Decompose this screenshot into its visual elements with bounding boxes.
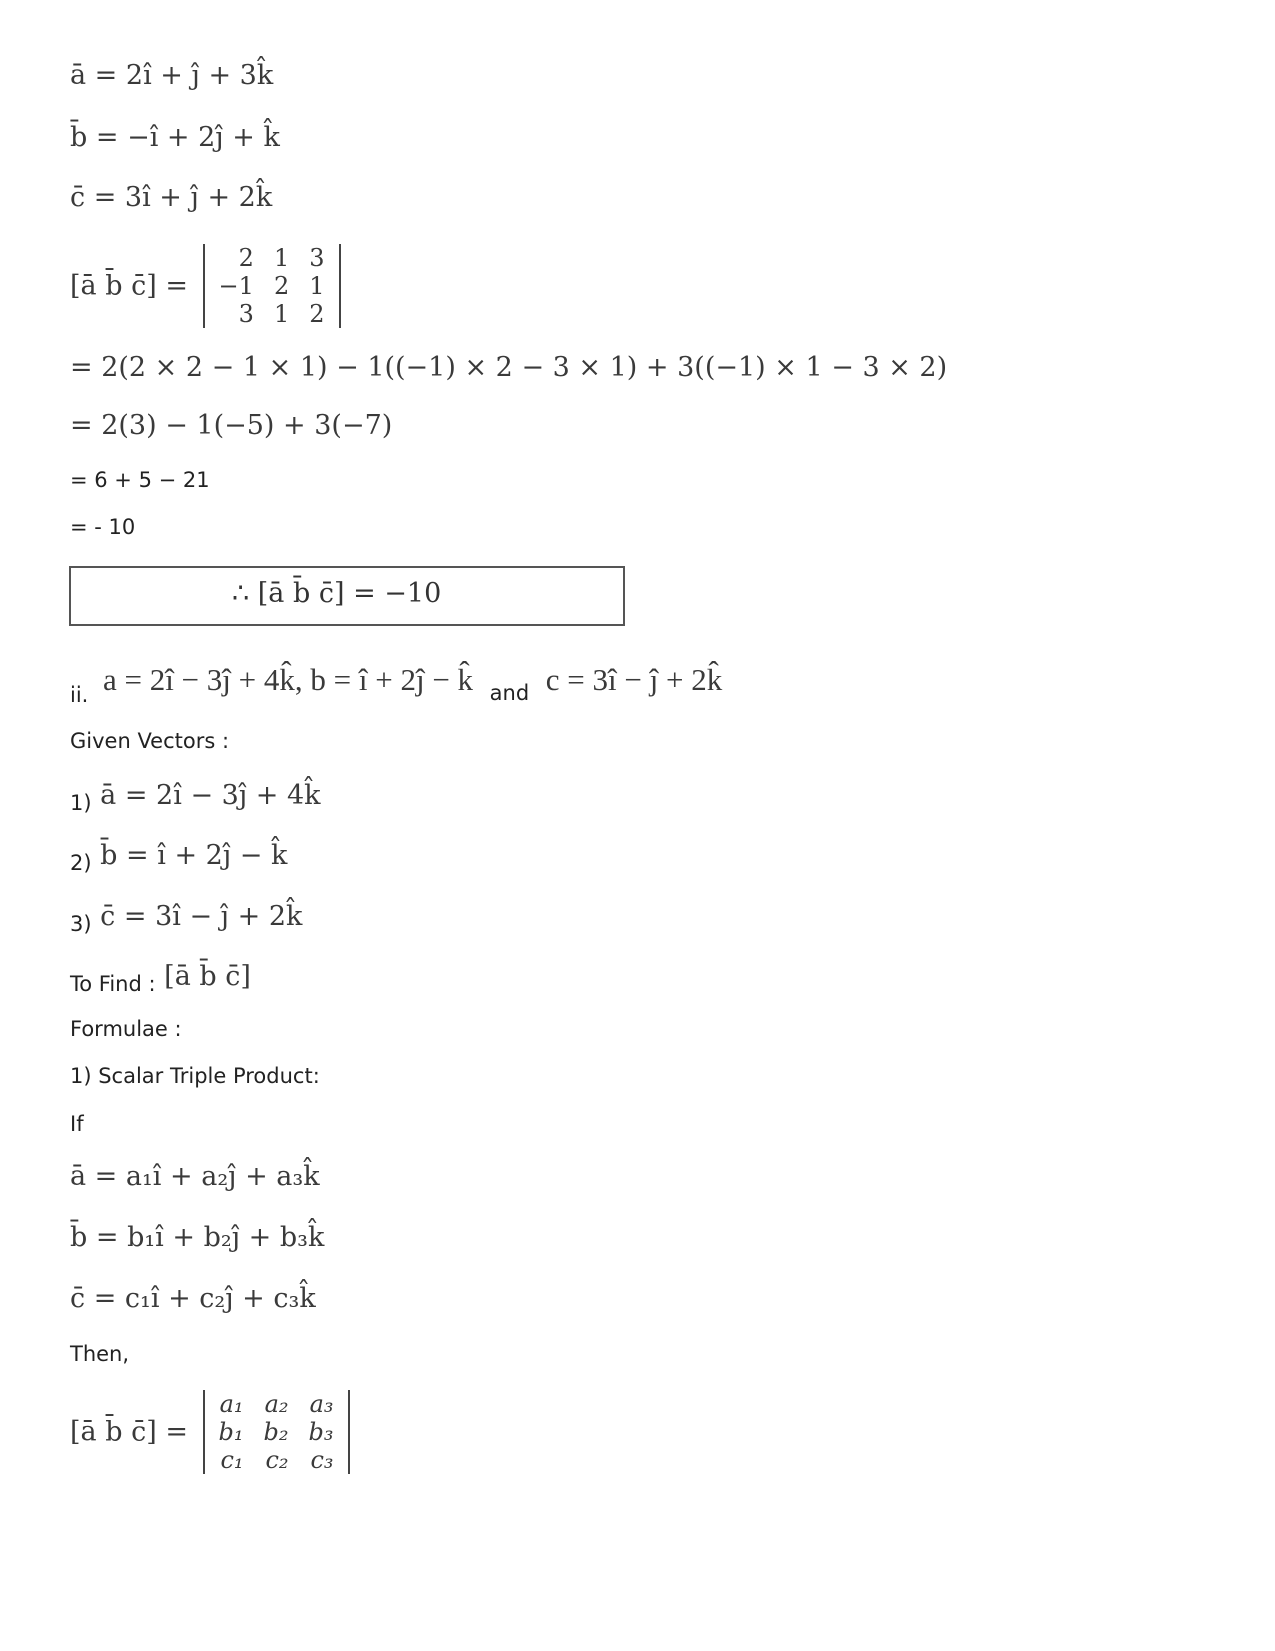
det-cell: c₃ xyxy=(310,1446,334,1474)
item-expression: b̄ = î + 2ĵ − k̂ xyxy=(100,840,288,871)
det-cell: a₁ xyxy=(219,1390,244,1418)
expansion-line-2: = 2(3) − 1(−5) + 3(−7) xyxy=(70,410,393,441)
det-cell: b₃ xyxy=(308,1418,334,1446)
part-ii-statement xyxy=(70,664,722,706)
det-cell: 1 xyxy=(273,300,290,328)
formula-1-title: 1) Scalar Triple Product: xyxy=(70,1064,320,1088)
item-expression: c̄ = 3î − ĵ + 2k̂ xyxy=(100,901,303,932)
det-cell: b₁ xyxy=(218,1418,244,1446)
general-a: ā = a₁î + a₂ĵ + a₃k̂ xyxy=(70,1161,320,1192)
determinant-1 xyxy=(203,244,341,328)
det-cell: b₂ xyxy=(263,1418,289,1446)
result-text: ∴ [ā b̄ c̄] = −10 xyxy=(232,578,442,609)
part-label: ii. xyxy=(70,683,89,707)
expansion-line-4: = - 10 xyxy=(70,515,136,539)
det-cell: 1 xyxy=(273,244,290,272)
det-cell: a₃ xyxy=(309,1390,334,1418)
det-cell: 1 xyxy=(309,272,325,300)
triple-lhs: [ā b̄ c̄] = xyxy=(70,270,188,302)
det-cell: −1 xyxy=(218,272,254,300)
det-cell: 2 xyxy=(273,272,290,300)
to-find-line xyxy=(70,963,251,995)
then-text: Then, xyxy=(70,1342,130,1366)
det-cell: c₁ xyxy=(220,1446,244,1474)
det-cell: 3 xyxy=(309,244,325,272)
expansion-line-1: = 2(2 × 2 − 1 × 1) − 1((−1) × 2 − 3 × 1) + 3((−1) × 1 − 3 × 2) xyxy=(70,352,948,383)
eq-c: c̄ = 3î + ĵ + 2k̂ xyxy=(70,182,273,213)
given-item-1 xyxy=(70,782,321,814)
determinant-2 xyxy=(203,1390,350,1474)
part-ii-vector-c: c = 3î − ĵ + 2k̂ xyxy=(545,662,723,697)
to-find-expression: [ā b̄ c̄] xyxy=(164,961,251,992)
item-number: 1) xyxy=(70,791,92,815)
det-cell: 3 xyxy=(238,300,254,328)
general-b: b̄ = b₁î + b₂ĵ + b₃k̂ xyxy=(70,1222,325,1253)
if-text: If xyxy=(70,1112,84,1136)
eq-b: b̄ = −î + 2ĵ + k̂ xyxy=(70,122,280,153)
formulae-heading: Formulae : xyxy=(70,1017,182,1041)
item-number: 2) xyxy=(70,851,92,875)
general-determinant xyxy=(70,1390,350,1474)
det-cell: a₂ xyxy=(264,1390,289,1418)
given-vectors-heading: Given Vectors : xyxy=(70,729,230,753)
to-find-label: To Find : xyxy=(70,972,156,996)
item-expression: ā = 2î − 3ĵ + 4k̂ xyxy=(100,780,321,811)
expansion-line-3: = 6 + 5 − 21 xyxy=(70,468,210,492)
item-number: 3) xyxy=(70,912,92,936)
det-cell: 2 xyxy=(238,244,254,272)
given-item-3 xyxy=(70,903,302,935)
det-cell: 2 xyxy=(309,300,325,328)
part-ii-vectors-ab: a = 2î − 3ĵ + 4k̂, b = î + 2ĵ − k̂ xyxy=(102,662,474,697)
general-c: c̄ = c₁î + c₂ĵ + c₃k̂ xyxy=(70,1283,316,1314)
and-text: and xyxy=(489,681,530,705)
triple-lhs: [ā b̄ c̄] = xyxy=(70,1416,188,1448)
given-item-2 xyxy=(70,842,287,874)
triple-product-determinant xyxy=(70,244,341,328)
det-cell: c₂ xyxy=(265,1446,289,1474)
eq-a: ā = 2î + ĵ + 3k̂ xyxy=(70,60,274,91)
